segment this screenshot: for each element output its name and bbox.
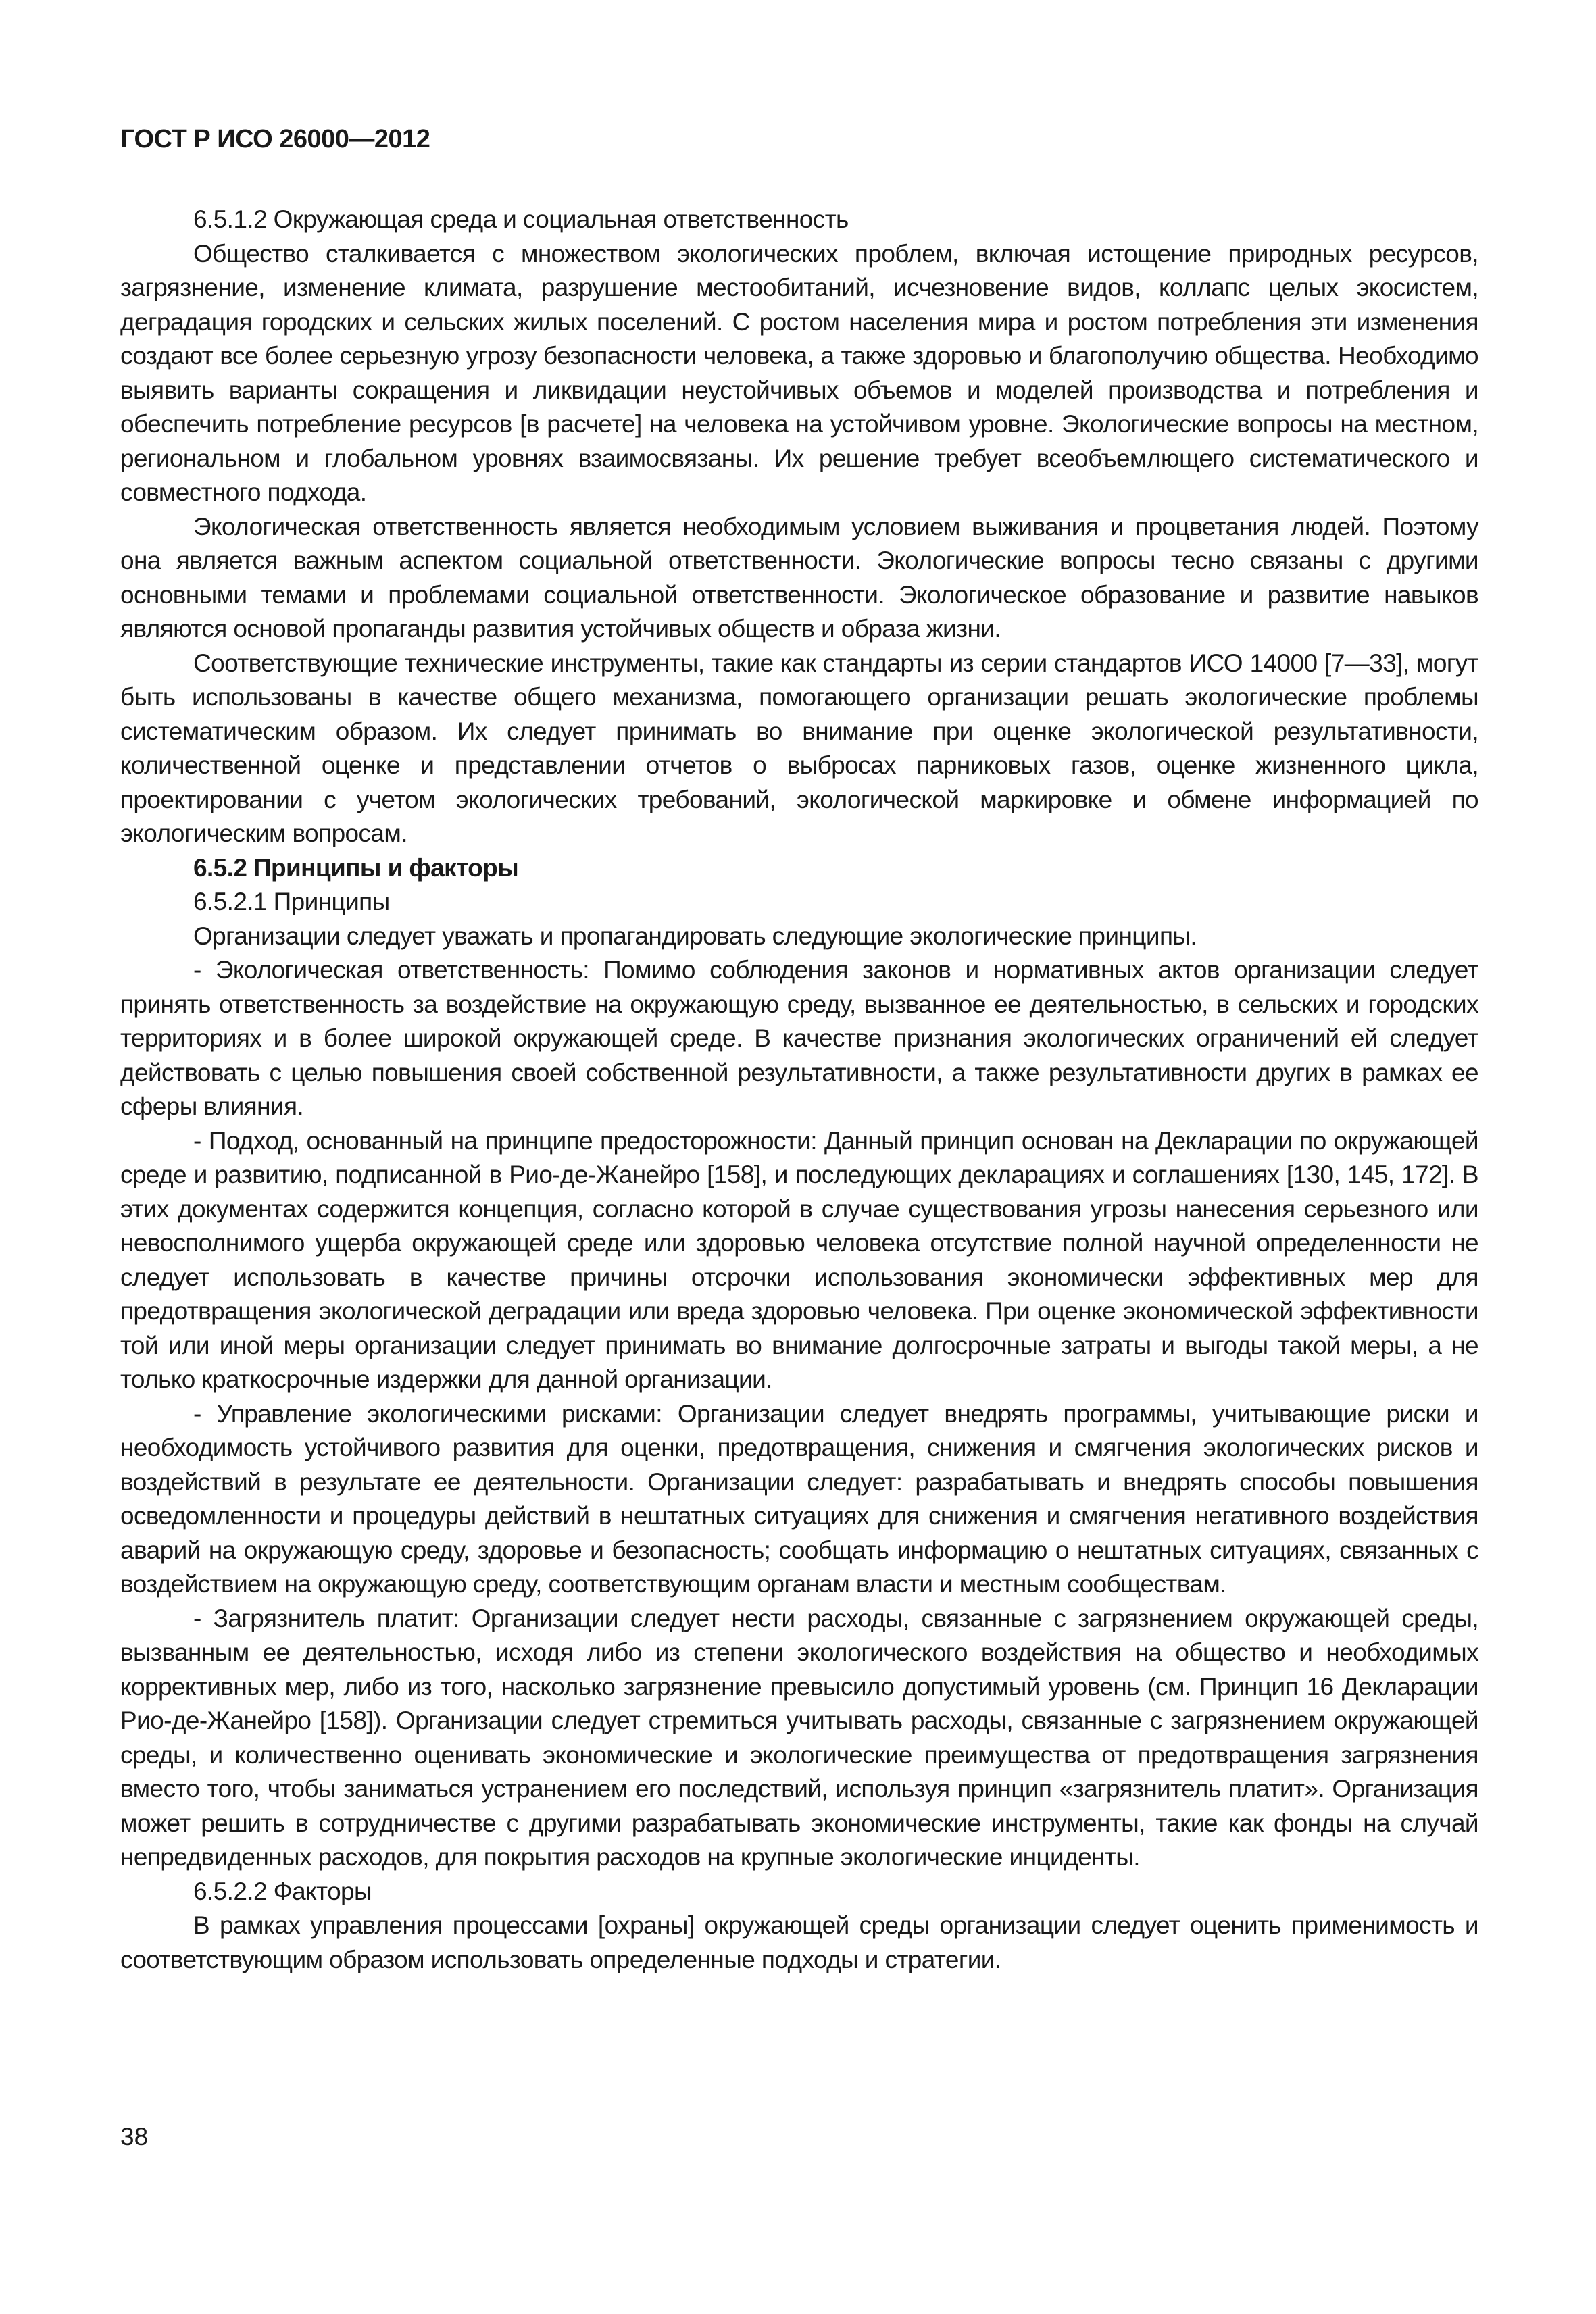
clause-heading-6-5-1-2: 6.5.1.2 Окружающая среда и социальная ответственность [193, 205, 849, 233]
standard-title: ГОСТ Р ИСО 26000—2012 [120, 125, 430, 153]
body-paragraph: Соответствующие технические инструменты, такие как стандарты из серии стандартов ИСО 14000 [7—33], могут быть использованы в качестве общего механизма, помогающего организации решать экологические проблемы систематическим образом. Их следует принимать во внимание при оценке экологической результативности, количественной оценке и представлении отчетов о выбросах парниковых газов, оценке жизненного цикла, проектировании с учетом экологических требований, экологической маркировке и обмене информацией по экологическим вопросам. [120, 649, 1478, 847]
body-paragraph: Общество сталкивается с множеством экологических проблем, включая истощение природных ресурсов, загрязнение, изменение климата, разрушение местообитаний, исчезновение видов, коллапс целых экосистем, деградация городских и сельских жилых поселений. С ростом населения мира и ростом потребления эти изменения создают все более серьезную угрозу безопасности человека, а также здоровью и благополучию общества. Необходимо выявить варианты сокращения и ликвидации неустойчивых объемов и моделей производства и потребления и обеспечить потребление ресурсов [в расчете] на человека на устойчивом уровне. Экологические вопросы на местном, региональном и глобальном уровнях взаимосвязаны. Их решение требует всеобъемлющего систематического и совместного подхода. [120, 239, 1478, 506]
principle-item: - Загрязнитель платит: Организации следует нести расходы, связанные с загрязнением окружающей среды, вызванным ее деятельностью, исходя либо из степени экологического воздействия на общество и необходимых коррективных мер, либо из того, насколько загрязнение превысило допустимый уровень (см. Принцип 16 Декларации Рио-де-Жанейро [158]). Организации следует стремиться учитывать расходы, связанные с загрязнением окружающей среды, и количественно оценивать экономические и экологические преимущества от предотвращения загрязнения вместо того, чтобы заниматься устранением его последствий, используя принцип «загрязнитель платит». Организация может решить в сотрудничестве с другими разрабатывать экономические инструменты, такие как фонды на случай непредвиденных расходов, для покрытия расходов на крупные экологические инциденты. [120, 1604, 1478, 1871]
document-body [120, 203, 1478, 1977]
principle-item: - Управление экологическими рисками: Организации следует внедрять программы, учитывающие риски и необходимость устойчивого развития для оценки, предотвращения, снижения и смягчения экологических рисков и воздействий в результате ее деятельности. Организации следует: разрабатывать и внедрять способы повышения осведомленности и процедуры действий в нештатных ситуациях для снижения и смягчения негативного воздействия аварий на окружающую среду, здоровье и безопасность; сообщать информацию о нештатных ситуациях, связанных с воздействием на окружающую среду, соответствующим органам власти и местным сообществам. [120, 1399, 1478, 1598]
body-paragraph: Организации следует уважать и пропагандировать следующие экологические принципы. [193, 922, 1197, 950]
principle-item: - Экологическая ответственность: Помимо соблюдения законов и нормативных актов организации следует принять ответственность за воздействие на окружающую среду, вызванное ее деятельностью, в сельских и городских территориях и в более широкой окружающей среде. В качестве признания экологических ограничений ей следует действовать с целью повышения своей собственной результативности, а также результативности других в рамках ее сферы влияния. [120, 956, 1478, 1120]
section-heading-6-5-2: 6.5.2 Принципы и факторы [193, 853, 519, 882]
principle-item: - Подход, основанный на принципе предосторожности: Данный принцип основан на Декларации по окружающей среде и развитию, подписанной в Рио-де-Жанейро [158], и последующих декларациях и соглашениях [130, 145, 172]. В этих документах содержится концепция, согласно которой в случае существования угрозы нанесения серьезного или невосполнимого ущерба окружающей среде или здоровью человека отсутствие полной научной определенности не следует использовать в качестве причины отсрочки использования экономически эффективных мер для предотвращения экологической деградации или вреда здоровью человека. При оценке экономической эффективности той или иной меры организации следует принимать во внимание долгосрочные затраты и выгоды такой меры, а не только краткосрочные издержки для данной организации. [120, 1126, 1478, 1393]
clause-heading-6-5-2-2: 6.5.2.2 Факторы [193, 1877, 372, 1905]
document-page [120, 0, 1478, 2314]
clause-heading-6-5-2-1: 6.5.2.1 Принципы [193, 888, 390, 915]
page-number: 38 [120, 2123, 149, 2150]
body-paragraph: В рамках управления процессами [охраны] окружающей среды организации следует оценить применимость и соответствующим образом использовать определенные подходы и стратегии. [120, 1911, 1478, 1973]
body-paragraph: Экологическая ответственность является необходимым условием выживания и процветания людей. Поэтому она является важным аспектом социальной ответственности. Экологические вопросы тесно связаны с другими основными темами и проблемами социальной ответственности. Экологическое образование и развитие навыков являются основой пропаганды развития устойчивых обществ и образа жизни. [120, 512, 1478, 643]
